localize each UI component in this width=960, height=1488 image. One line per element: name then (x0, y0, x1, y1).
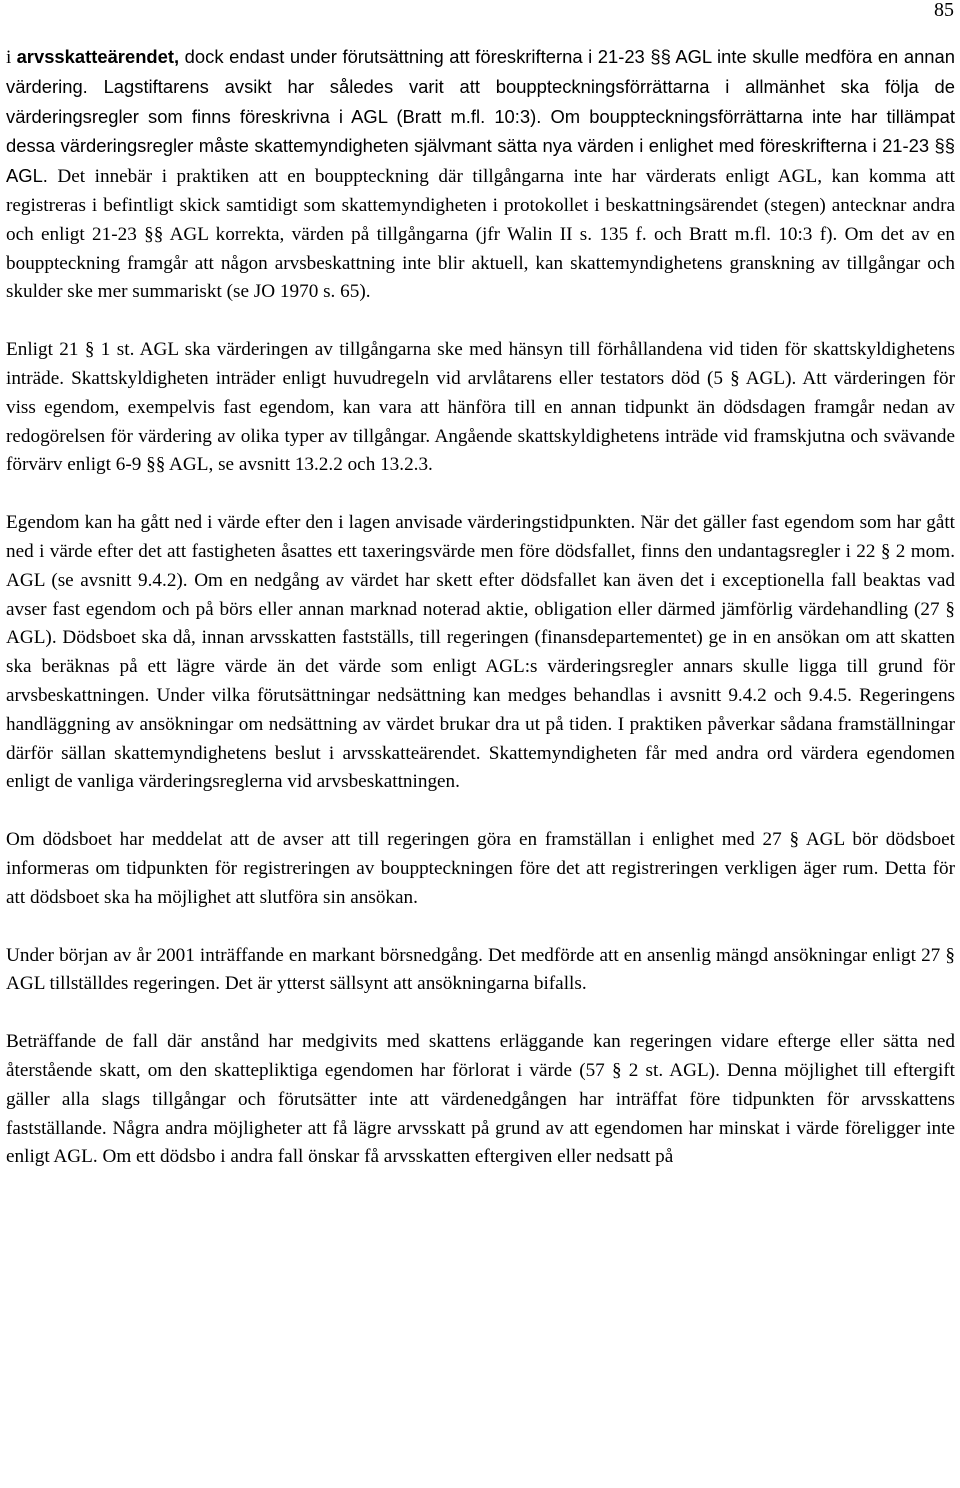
paragraph-text: Om dödsboet har meddelat att de avser att till regeringen göra en framställan i enlighet med 27 § AGL bör dödsboet informeras om tidpunkten för registreringen av bouppteckningen före det att registreringen verkligen äger rum. Detta för att dödsboet ska ha möjlighet att slutföra sin ansökan. (6, 829, 955, 908)
paragraph-4 (6, 826, 955, 912)
paragraph-text: dock endast under förutsättning att föreskrifterna i 21-23 §§ AGL inte skulle medföra en annan värdering. Lagstiftarens avsikt har således varit att bouppteckningsförrättarna i allmänhet ska följa de värderingsregler som finns föreskrivna i AGL (Bratt m.fl. 10:3). Om bouppteckningsförrättarna inte har tillämpat dessa värderingsregler måste skattemyndigheten självmant sätta nya värden i enlighet med föreskrifterna i 21-23 §§ AGL. (6, 46, 955, 187)
paragraph-text: i (6, 47, 17, 68)
paragraph-2 (6, 336, 955, 480)
document-body (6, 43, 955, 1201)
paragraph-text: Det innebär i praktiken att en bouppteckning där tillgångarna inte har värderats enligt AGL, kan komma att registreras i befintligt skick samtidigt som skattemyndigheten i protokollet i beskattningsärendet (stegen) antecknar andra och enligt 21-23 §§ AGL korrekta, värden på tillgångarna (jfr Walin II s. 135 f. och Bratt m.fl. 10:3 f). Om det av en bouppteckning framgår att någon arvsbeskattning inte blir aktuell, kan skattemyndighetens granskning av tillgångar och skulder ske mer summariskt (se JO 1970 s. 65). (6, 166, 955, 303)
paragraph-3 (6, 509, 955, 797)
paragraph-text: Under början av år 2001 inträffande en markant börsnedgång. Det medförde att en ansenlig mängd ansökningar enligt 27 § AGL tillställdes regeringen. Det är ytterst sällsynt att ansökningarna bifalls. (6, 944, 955, 995)
paragraph-text: Beträffande de fall där anstånd har medgivits med skattens erläggande kan regeringen vidare efterge eller sätta ned återstående skatt, om den skattepliktiga egendomen har förlorat i värde (57 § 2 st. AGL). Denna möjlighet till eftergift gäller alla slags tillgångar och förutsätter inte att värdenedgången har inträffat före tidpunkten för arvsskattens fastställande. Några andra möjligheter att få lägre arvsskatt på grund av att egendomen har minskat i värde föreligger inte enligt AGL. Om ett dödsbo i andra fall önskar få arvsskatten eftergiven eller nedsatt på (6, 1031, 955, 1168)
paragraph-6 (6, 1028, 955, 1172)
paragraph-text: Egendom kan ha gått ned i värde efter den i lagen anvisade värderingstidpunkten. När det gäller fast egendom som har gått ned i värde efter det att fastigheten åsattes ett taxeringsvärde men före dödsfallet, finns den undantagsregler i 22 § 2 mom. AGL (se avsnitt 9.4.2). Om en nedgång av värdet har skett efter dödsfallet kan även det i exceptionella fall beaktas vad avser fast egendom och på börs eller annan marknad noterad aktie, obligation eller därmed jämförlig värdehandling (27 § AGL). Dödsboet ska då, innan arvsskatten fastställs, till regeringen (finansdepartementet) ge in en ansökan om att skatten ska beräknas på ett lägre värde än det värde som enligt AGL:s värderingsregler annars skulle ligga till grund för arvsbeskattningen. Under vilka förutsättningar nedsättning kan medges behandlas i avsnitt 9.4.2 och 9.4.5. Regeringens handläggning av ansökningar om nedsättning av värdet brukar dra ut på tiden. I praktiken påverkar sådana framställningar därför sällan skattemyndighetens beslut i arvsskatteärendet. Skattemyndigheten får med andra ord värdera egendomen enligt de vanliga värderingsreglerna vid arvsbeskattningen. (6, 512, 955, 793)
paragraph-1 (6, 43, 955, 307)
emphasis-text: arvsskatteärendet, (16, 46, 180, 67)
paragraph-text: Enligt 21 § 1 st. AGL ska värderingen av tillgångarna ske med hänsyn till förhållandena vid tiden för skattskyldighetens inträde. Skattskyldigheten inträder enligt huvudregeln vid arvlåtarens eller testators död (5 § AGL). Att värderingen för viss egendom, exempelvis fast egendom, kan vara att hänföra till en annan tidpunkt än dödsdagen framgår nedan av redogörelsen för värdering av olika typer av tillgångar. Angående skattskyldighetens inträde vid framskjutna och svävande förvärv enligt 6-9 §§ AGL, se avsnitt 13.2.2 och 13.2.3. (6, 339, 955, 476)
paragraph-5 (6, 942, 955, 1000)
page-number: 85 (934, 0, 954, 21)
